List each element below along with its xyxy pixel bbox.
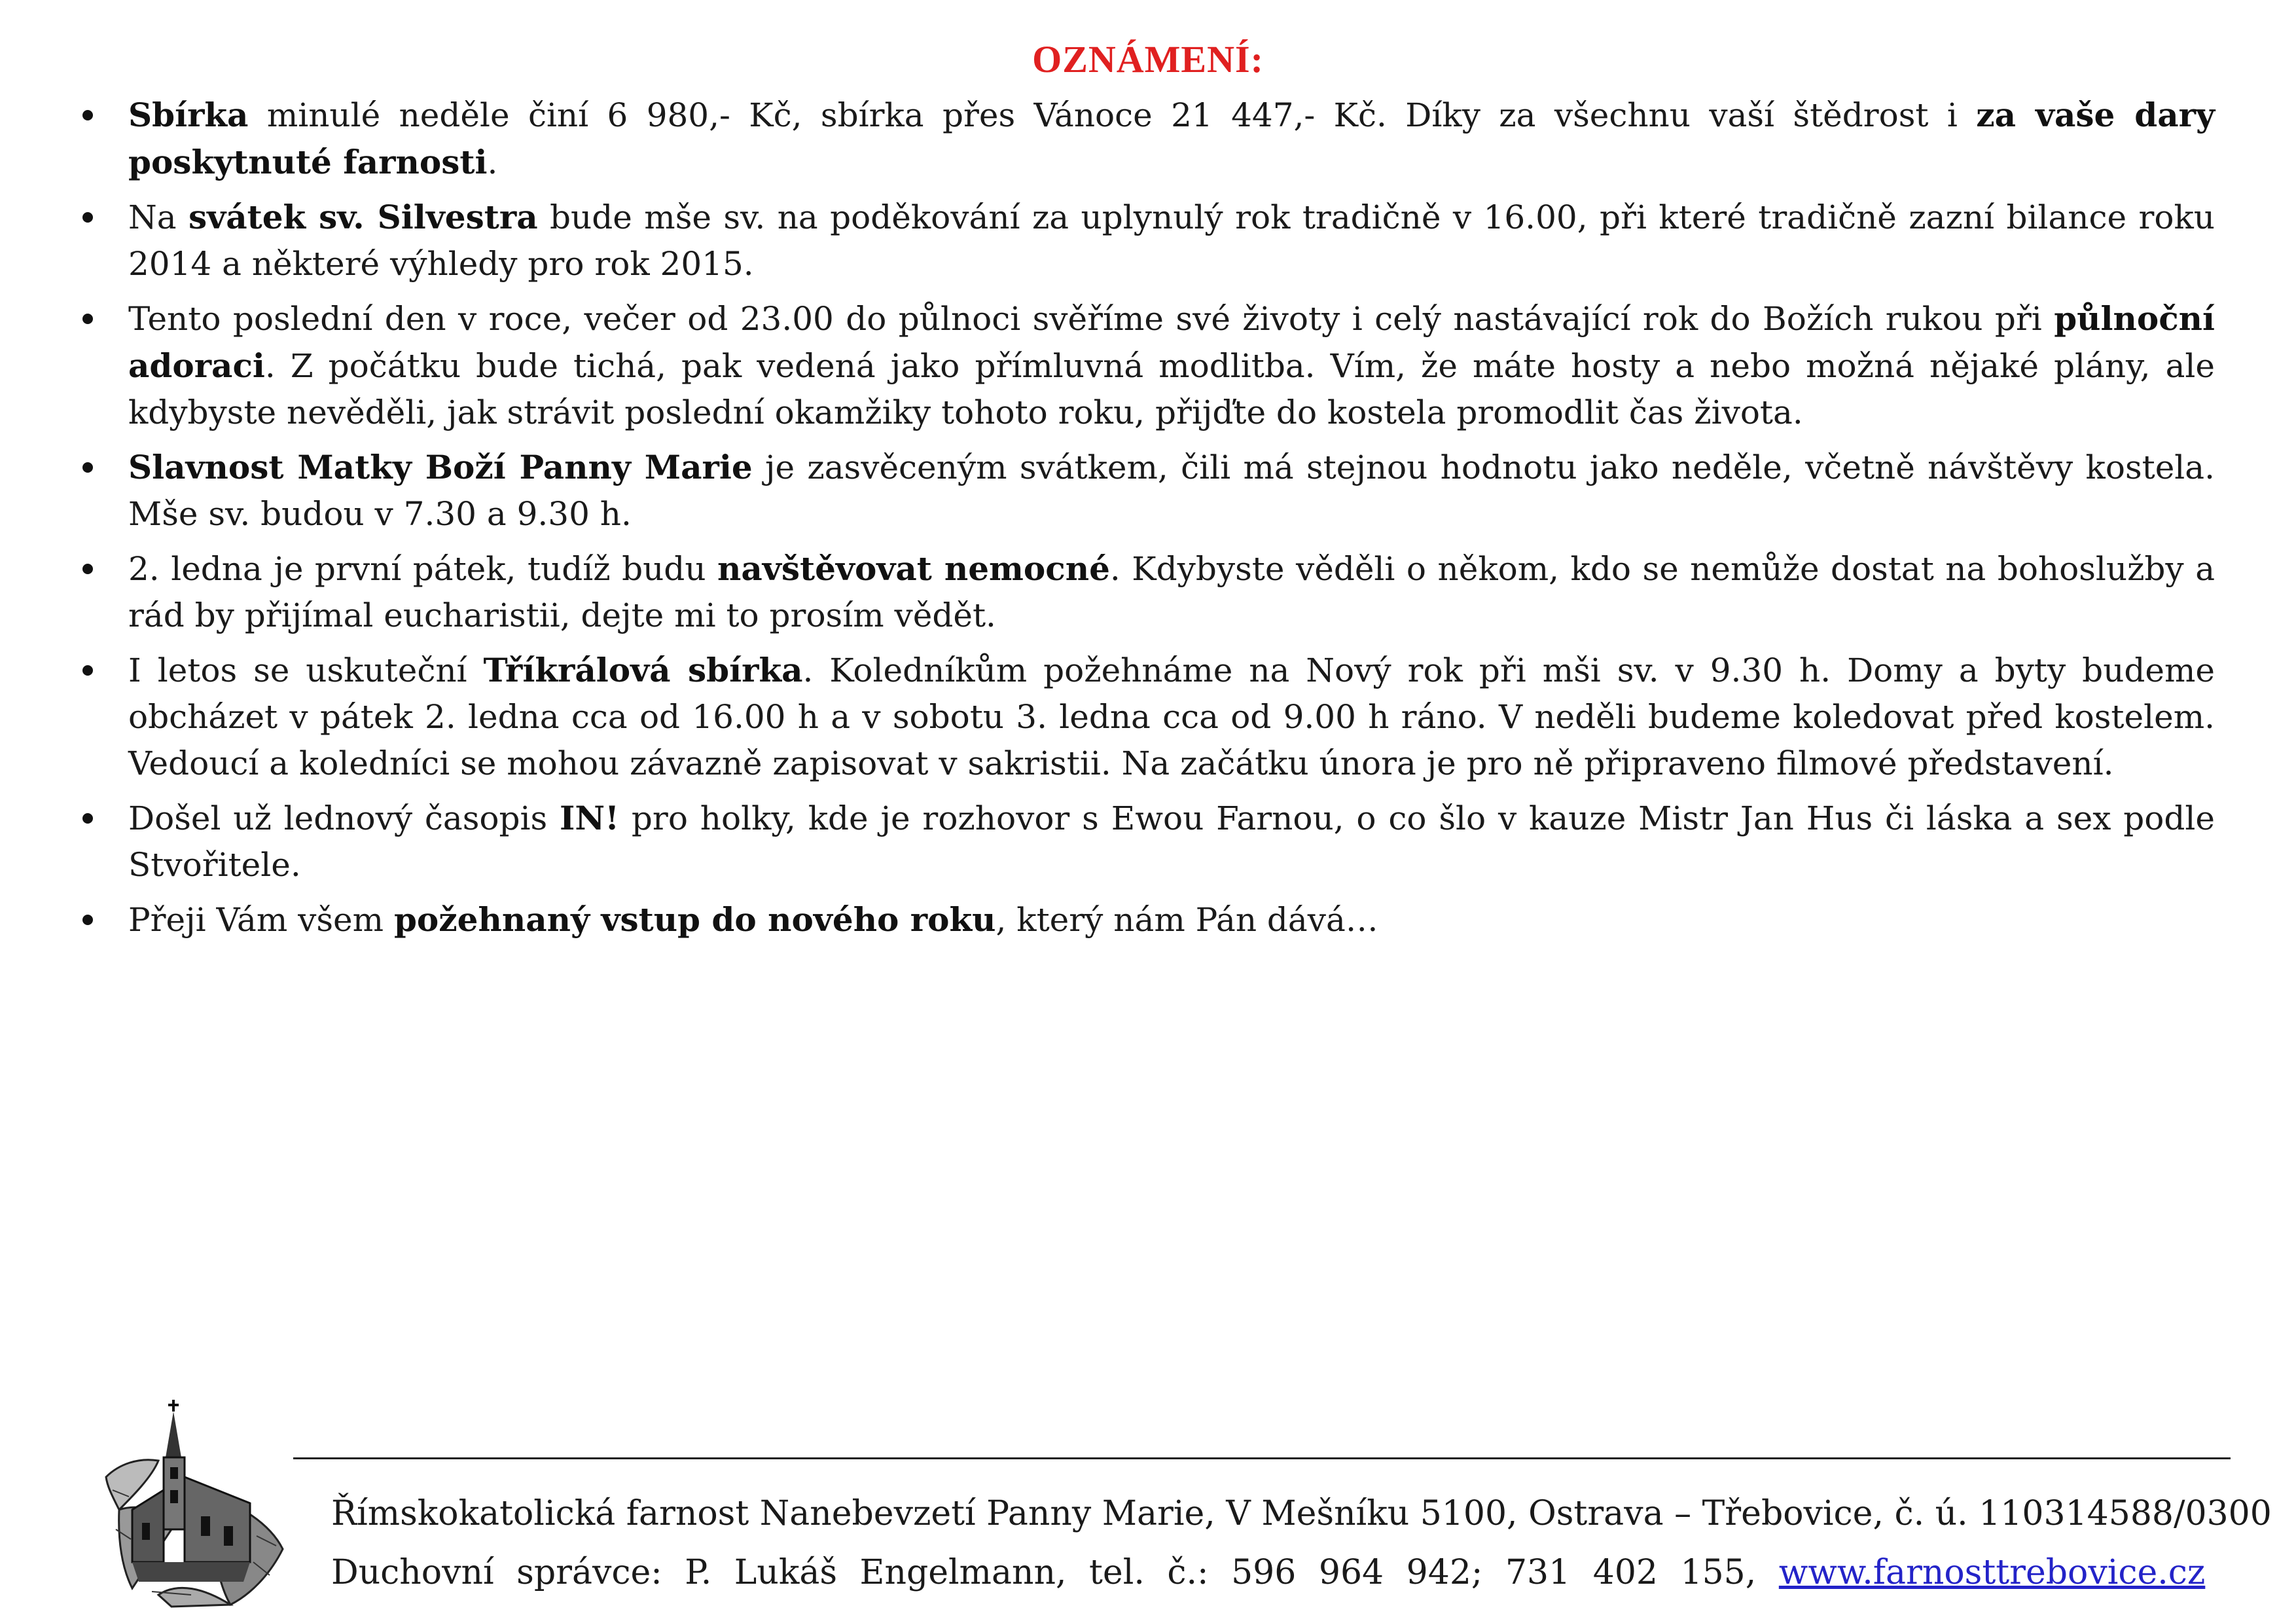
announcement-text: .: [487, 143, 498, 181]
page-title: OZNÁMENÍ:: [1032, 38, 1264, 81]
announcement-text: I letos se uskuteční: [128, 651, 484, 689]
footer-rule: [293, 1457, 2231, 1459]
announcement-emphasis: IN!: [560, 799, 620, 837]
announcement-text: je zasvěceným svátkem, čili má stejnou hodnotu jako neděle, včetně návštěvy kostela. Mše sv. budou v 7.30 a 9.30 h.: [128, 448, 2215, 533]
announcement-emphasis: Tříkrálová sbírka: [483, 651, 803, 689]
website-link[interactable]: www.farnosttrebovice.cz: [1778, 1553, 2206, 1592]
footer-contact: Duchovní správce: P. Lukáš Engelmann, tel. č.: 596 964 942; 731 402 155,: [331, 1553, 1757, 1592]
announcement-emphasis: Slavnost Matky Boží Panny Marie: [128, 448, 753, 486]
bullet-dot-icon: [82, 212, 93, 223]
announcement-text: . Z počátku bude tichá, pak vedená jako přímluvná modlitba. Vím, že máte hosty a nebo možná nějaké plány, ale kdybyste nevěděli, jak strávit poslední okamžiky tohoto roku, přijďte do kostela promodlit čas života.: [128, 347, 2215, 431]
announcement-text: Přeji Vám všem: [128, 901, 394, 939]
announcement-item: [79, 795, 2215, 888]
announcement-item: [79, 194, 2215, 287]
footer-address: Římskokatolická farnost Nanebevzetí Panny Marie, V Mešníku 5100, Ostrava – Třebovice, č. ú. 110314588/0300: [331, 1494, 2272, 1533]
announcement-text: bude mše sv. na poděkování za uplynulý rok tradičně v 16.00, při které tradičně zazní bilance roku 2014 a některé výhledy pro rok 2015.: [128, 198, 2215, 283]
announcement-item: [79, 647, 2215, 787]
announcement-text: pro holky, kde je rozhovor s Ewou Farnou, o co šlo v kauze Mistr Jan Hus či láska a sex podle Stvořitele.: [128, 799, 2215, 884]
announcement-item: [79, 444, 2215, 538]
announcement-text: minulé neděle činí 6 980,- Kč, sbírka přes Vánoce 21 447,- Kč. Díky za všechnu vaší štědrost i: [248, 96, 1977, 134]
announcement-item: [79, 896, 2215, 943]
bullet-dot-icon: [82, 314, 93, 324]
announcement-emphasis: požehnaný vstup do nového roku: [393, 900, 996, 939]
announcement-emphasis: Sbírka: [128, 96, 249, 134]
announcement-text: . Koledníkům požehnáme na Nový rok při mši sv. v 9.30 h. Domy a byty budeme obcházet v pátek 2. ledna cca od 16.00 h a v sobotu 3. ledna cca od 9.00 h ráno. V neděli budeme koledovat před kostelem. Vedoucí a koledníci se mohou závazně zapisovat v sakristii. Na začátku února je pro ně připraveno filmové představení.: [128, 651, 2215, 782]
announcement-emphasis: půlnoční adoraci: [128, 299, 2215, 385]
church-logo-icon: [93, 1398, 289, 1608]
bullet-dot-icon: [82, 462, 93, 473]
announcement-text: Na: [128, 198, 189, 236]
bullet-dot-icon: [82, 665, 93, 676]
announcement-emphasis: za vaše dary poskytnuté farnosti: [128, 96, 2215, 181]
bullet-dot-icon: [82, 915, 93, 925]
announcement-item: [79, 295, 2215, 436]
bullet-dot-icon: [82, 564, 93, 574]
announcement-emphasis: svátek sv. Silvestra: [188, 198, 538, 236]
announcement-list: [79, 92, 2215, 951]
bullet-dot-icon: [82, 110, 93, 120]
footer-contact-line: [331, 1552, 2205, 1594]
announcement-text: . Kdybyste věděli o někom, kdo se nemůže dostat na bohoslužby a rád by přijímal eucharistii, dejte mi to prosím vědět.: [128, 550, 2215, 634]
announcement-emphasis: navštěvovat nemocné: [717, 549, 1110, 588]
announcement-item: [79, 92, 2215, 186]
announcement-text: , který nám Pán dává…: [996, 901, 1378, 939]
announcement-text: 2. ledna je první pátek, tudíž budu: [128, 550, 718, 588]
church-spire: [166, 1412, 181, 1457]
announcement-item: [79, 545, 2215, 639]
announcement-text: Tento poslední den v roce, večer od 23.00 do půlnoci svěříme své životy i celý nastávající rok do Božích rukou při: [128, 300, 2054, 338]
announcement-text: Došel už lednový časopis: [128, 799, 560, 837]
bullet-dot-icon: [82, 813, 93, 824]
